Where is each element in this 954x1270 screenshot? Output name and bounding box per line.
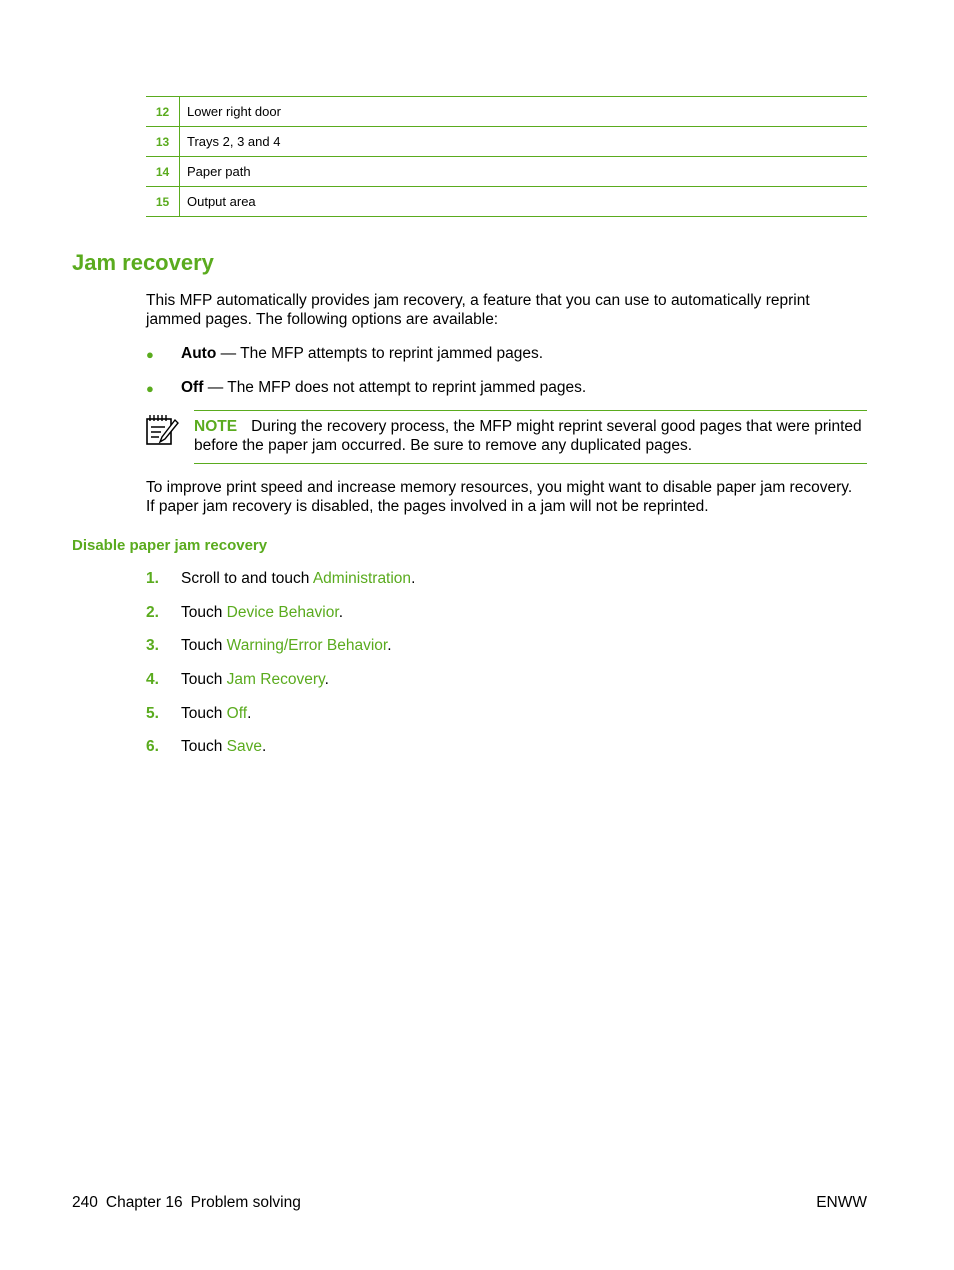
footer-enww: ENWW [816, 1194, 867, 1211]
section-title: Jam recovery [72, 250, 214, 275]
row-number: 13 [146, 127, 180, 157]
legend-table [146, 96, 867, 217]
row-number: 14 [146, 157, 180, 187]
step-number: 3. [146, 637, 159, 654]
bullet-text: — The MFP attempts to reprint jammed pages. [216, 345, 544, 362]
row-label: Lower right door [180, 97, 868, 127]
step-number: 2. [146, 604, 159, 621]
note-pad-icon [144, 413, 180, 447]
row-number: 12 [146, 97, 180, 127]
step-number: 1. [146, 570, 159, 587]
intro-line-2: jammed pages. The following options are available: [146, 311, 499, 328]
step-link-device-behavior[interactable]: Device Behavior [226, 604, 339, 621]
table-row [146, 187, 867, 217]
step-text: Touch [181, 637, 227, 654]
step-text: Touch [181, 705, 227, 722]
page-number: 240 [72, 1194, 98, 1211]
note-text: During the recovery process, the MFP might reprint several good pages that were printed before the paper jam occurred. Be sure to remove any duplicated pages. [194, 418, 862, 454]
intro-line-1: This MFP automatically provides jam recovery, a feature that you can use to automatically reprint [146, 292, 810, 309]
step-suffix: . [338, 604, 343, 621]
step-suffix: . [324, 671, 329, 688]
step-suffix: . [262, 738, 267, 755]
step-number: 4. [146, 671, 159, 688]
step-suffix: . [247, 705, 252, 722]
step-number: 5. [146, 705, 159, 722]
page-footer [72, 1194, 309, 1212]
step-link-off[interactable]: Off [226, 705, 248, 722]
step-link-jam-recovery[interactable]: Jam Recovery [226, 671, 325, 688]
table-row [146, 97, 867, 127]
chapter-title: Problem solving [190, 1194, 301, 1211]
paragraph-line-1: To improve print speed and increase memory resources, you might want to disable paper jam recovery. [146, 479, 853, 496]
step-text: Touch [181, 671, 227, 688]
row-label: Paper path [180, 157, 868, 187]
row-number: 15 [146, 187, 180, 217]
bullet-icon: ● [146, 381, 154, 396]
row-label: Output area [180, 187, 868, 217]
step-link-administration[interactable]: Administration [312, 570, 412, 587]
note-label: NOTE [194, 418, 238, 435]
step-number: 6. [146, 738, 159, 755]
table-row [146, 127, 867, 157]
step-text: Scroll to and touch [181, 570, 313, 587]
bullet-term: Auto [181, 345, 217, 362]
chapter-label: Chapter 16 [105, 1194, 183, 1211]
bullet-icon: ● [146, 347, 154, 362]
step-link-save[interactable]: Save [226, 738, 263, 755]
step-text: Touch [181, 604, 227, 621]
step-suffix: . [411, 570, 416, 587]
subsection-title: Disable paper jam recovery [72, 537, 268, 554]
bullet-text: — The MFP does not attempt to reprint jammed pages. [203, 379, 587, 396]
step-suffix: . [387, 637, 392, 654]
bullet-term: Off [181, 379, 204, 396]
step-link-warning-error-behavior[interactable]: Warning/Error Behavior [226, 637, 388, 654]
table-row [146, 157, 867, 187]
note-box [194, 410, 867, 464]
step-text: Touch [181, 738, 227, 755]
paragraph-line-2: If paper jam recovery is disabled, the pages involved in a jam will not be reprinted. [146, 498, 709, 515]
row-label: Trays 2, 3 and 4 [180, 127, 868, 157]
